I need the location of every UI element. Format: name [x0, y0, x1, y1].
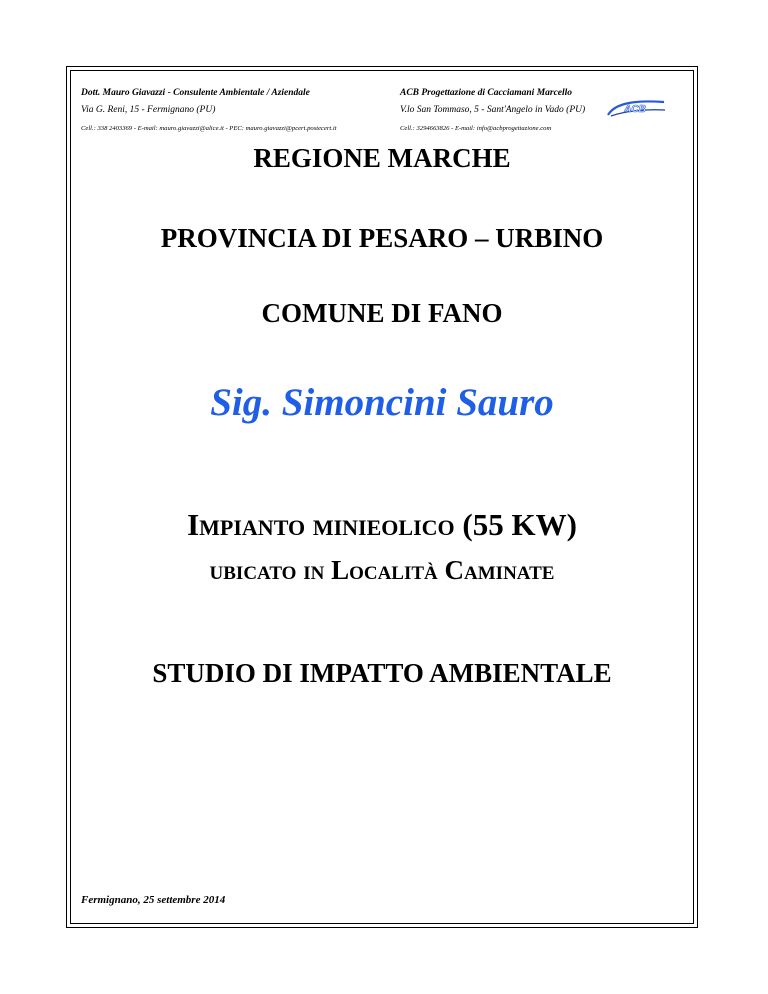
municipality-title: COMUNE DI FANO	[261, 298, 503, 328]
place-date: Fermignano, 25 settembre 2014	[81, 894, 226, 906]
consultant-name: Dott. Mauro Giavazzi - Consulente Ambientale / Aziendale	[81, 88, 310, 98]
region-title: REGIONE MARCHE	[253, 143, 511, 173]
acb-logo-text: ACB	[624, 104, 646, 115]
client-name: Sig. Simoncini Sauro	[210, 381, 554, 424]
acb-logo	[605, 99, 667, 118]
province-title: PROVINCIA DI PESARO – URBINO	[160, 223, 604, 253]
consultant-contact: Cell.: 338 2403369 - E-mail: mauro.giavazzi@alice.it - PEC: mauro.giavazzi@pcert.postecert.it	[81, 125, 337, 132]
consultant-address: Via G. Reni, 15 - Fermignano (PU)	[81, 105, 216, 115]
firm-contact: Cell.: 3294663826 - E-mail: info@acbprogettazione.com	[400, 125, 552, 132]
firm-address: V.lo San Tommaso, 5 - Sant'Angelo in Vado (PU)	[400, 105, 586, 115]
header-consultant	[81, 88, 391, 138]
page-border-inner	[70, 70, 694, 924]
project-title-line2: ubicato in Località Caminate	[209, 555, 555, 585]
project-title-line1: Impianto minieolico (55 KW)	[187, 507, 577, 542]
document-type: STUDIO DI IMPATTO AMBIENTALE	[152, 658, 612, 688]
firm-name: ACB Progettazione di Cacciamani Marcello	[400, 88, 573, 98]
